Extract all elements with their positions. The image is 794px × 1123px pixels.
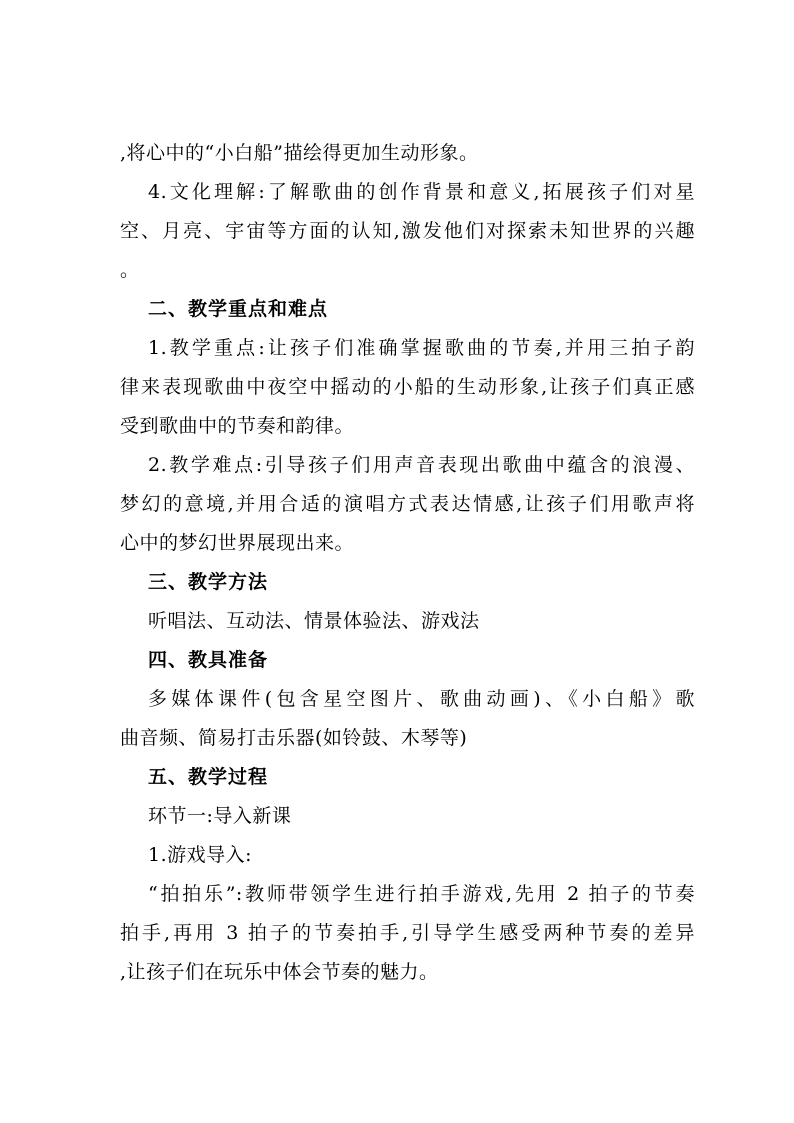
paragraph-line: 受到歌曲中的节奏和韵律。 bbox=[120, 415, 355, 437]
paragraph-line: 空、月亮、宇宙等方面的认知,激发他们对探索未知世界的兴趣 bbox=[120, 220, 695, 242]
section-heading: 二、教学重点和难点 bbox=[148, 298, 329, 320]
paragraph-line: 拍手,再用 3 拍子的节奏拍手,引导学生感受两种节奏的差异 bbox=[120, 922, 695, 944]
section-heading: 五、教学过程 bbox=[148, 766, 269, 788]
paragraph-line: 2.教学难点:引导孩子们用声音表现出歌曲中蕴含的浪漫、 bbox=[148, 454, 695, 476]
paragraph-line: 4.文化理解:了解歌曲的创作背景和意义,拓展孩子们对星 bbox=[148, 181, 695, 203]
paragraph-line: “拍拍乐”:教师带领学生进行拍手游戏,先用 2 拍子的节奏 bbox=[148, 883, 695, 905]
paragraph-line: ,将心中的“小白船”描绘得更加生动形象。 bbox=[120, 142, 479, 164]
paragraph-line: 多媒体课件(包含星空图片、歌曲动画)、《小白船》歌 bbox=[148, 688, 695, 710]
section-heading: 四、教具准备 bbox=[148, 649, 269, 671]
paragraph-line: 听唱法、互动法、情景体验法、游戏法 bbox=[148, 610, 480, 632]
section-heading: 三、教学方法 bbox=[148, 571, 269, 593]
paragraph-line: 律来表现歌曲中夜空中摇动的小船的生动形象,让孩子们真正感 bbox=[120, 376, 695, 398]
paragraph-line: 1.教学重点:让孩子们准确掌握歌曲的节奏,并用三拍子韵 bbox=[148, 337, 695, 359]
paragraph-line: 曲音频、简易打击乐器(如铃鼓、木琴等) bbox=[120, 727, 468, 749]
paragraph-line: 心中的梦幻世界展现出来。 bbox=[120, 532, 355, 554]
paragraph-line: 。 bbox=[120, 259, 140, 281]
paragraph-line: 梦幻的意境,并用合适的演唱方式表达情感,让孩子们用歌声将 bbox=[120, 493, 695, 515]
paragraph-line: ,让孩子们在玩乐中体会节奏的魅力。 bbox=[120, 961, 439, 983]
paragraph-line: 1.游戏导入: bbox=[148, 844, 253, 866]
subsection-heading: 环节一:导入新课 bbox=[148, 805, 292, 827]
